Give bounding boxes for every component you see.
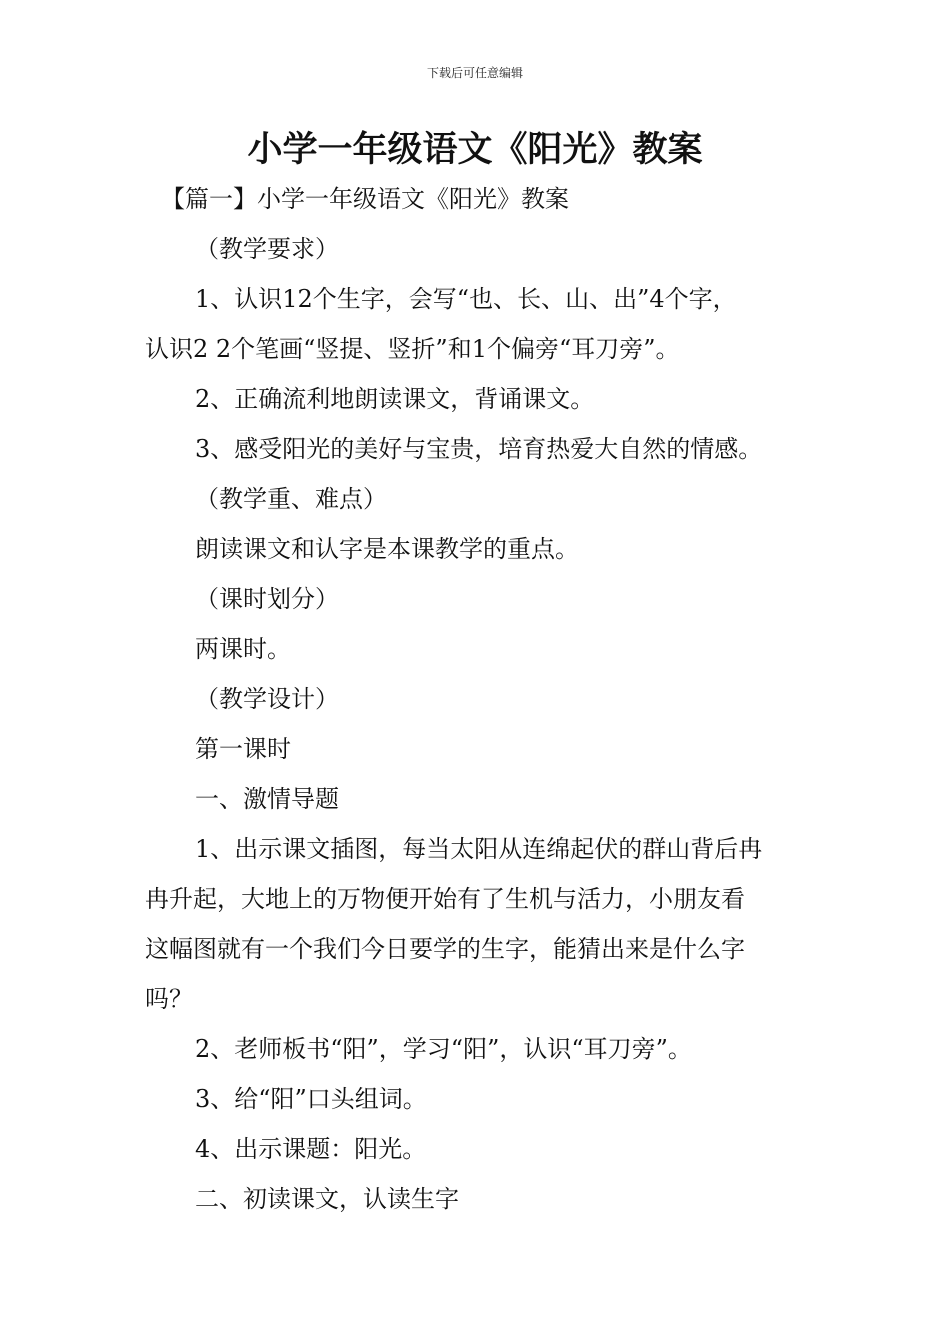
paragraph-line: 4、出示课题：阳光。 [195, 1135, 427, 1163]
paragraph-line: 冉升起，大地上的万物便开始有了生机与活力，小朋友看 [145, 885, 745, 913]
paragraph-line: 3、感受阳光的美好与宝贵，培育热爱大自然的情感。 [195, 435, 763, 463]
paragraph-line: 第一课时 [195, 735, 291, 763]
paragraph-line: 二、初读课文，认读生字 [195, 1185, 459, 1213]
section-heading: 【篇一】小学一年级语文《阳光》教案 [161, 185, 569, 213]
paragraph-line: 吗？ [145, 985, 193, 1013]
document-title: 小学一年级语文《阳光》教案 [247, 130, 703, 170]
paragraph-line: 朗读课文和认字是本课教学的重点。 [195, 535, 579, 563]
paragraph-line: 认识2 2个笔画“竖提、竖折”和1个偏旁“耳刀旁”。 [145, 335, 680, 363]
paragraph-line: 2、正确流利地朗读课文，背诵课文。 [195, 385, 595, 413]
paragraph-line: 两课时。 [195, 635, 291, 663]
paragraph-line: 1、出示课文插图，每当太阳从连绵起伏的群山背后冉 [195, 835, 763, 863]
paragraph-line: 2、老师板书“阳”，学习“阳”，认识“耳刀旁”。 [195, 1035, 692, 1063]
page-header-note: 下载后可任意编辑 [426, 66, 523, 80]
paragraph-line: （教学重、难点） [195, 485, 387, 513]
document-body [145, 174, 810, 1224]
paragraph-line: 3、给“阳”口头组词。 [195, 1085, 427, 1113]
paragraph-line: （教学要求） [195, 235, 339, 263]
paragraph-line: 一、激情导题 [195, 785, 339, 813]
paragraph-line: （课时划分） [195, 585, 339, 613]
paragraph-line: 1、认识12个生字，会写“也、长、山、出”4个字， [195, 285, 737, 313]
paragraph-line: （教学设计） [195, 685, 339, 713]
paragraph-line: 这幅图就有一个我们今日要学的生字，能猜出来是什么字 [145, 935, 745, 963]
